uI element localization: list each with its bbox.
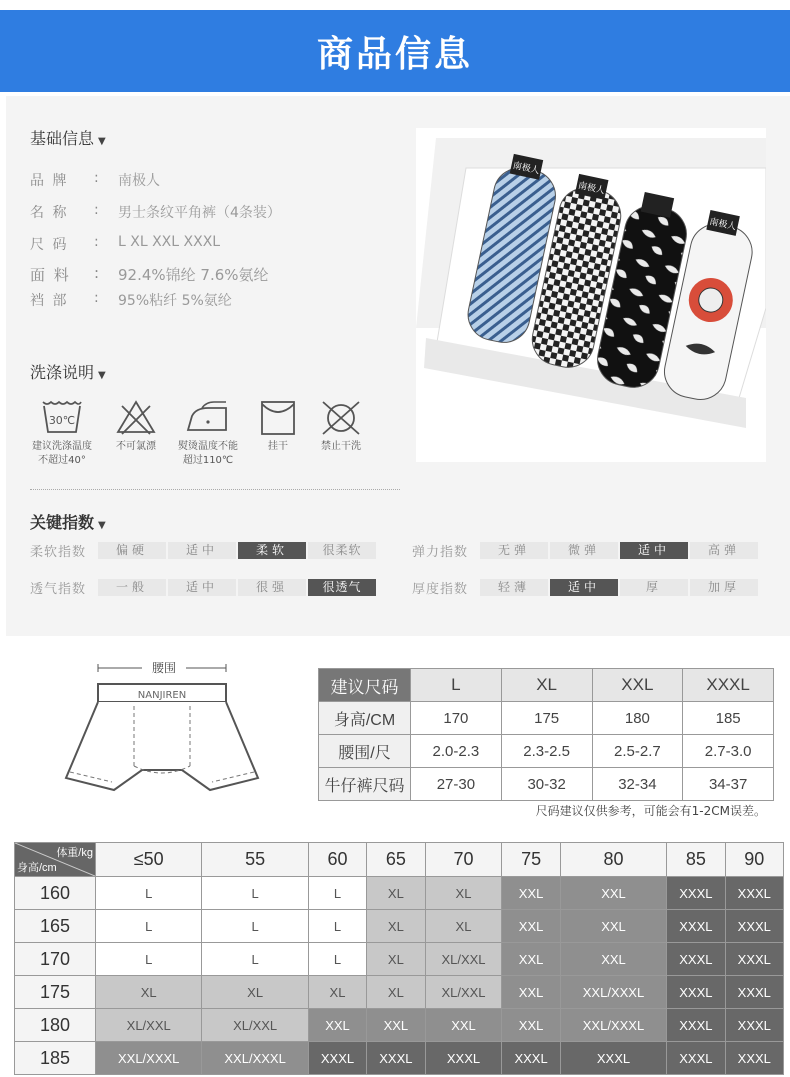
table-row [15,1009,784,1042]
table-row-header: 160 [15,877,96,910]
index-option: 一般 [98,579,166,596]
table-header-cell: 60 [308,843,366,877]
table-cell: L [96,943,202,976]
table-header-cell: XXXL [683,669,774,702]
table-cell: 2.7-3.0 [683,735,774,768]
divider [30,489,400,490]
index-option: 适中 [168,542,236,559]
care-item-wash [22,398,102,468]
attr-name: 名 称 : 男士条纹平角裤（4条装） [30,202,281,221]
table-row [15,943,784,976]
table-cell: 185 [683,702,774,735]
index-option: 厚 [620,579,688,596]
table-cell: XXXL [725,943,783,976]
table-cell: XXXL [367,1042,425,1075]
table-header-cell: 80 [560,843,666,877]
table-header-cell: ≤50 [96,843,202,877]
index-row-thickness [412,578,760,597]
index-option: 微弹 [550,542,618,559]
index-row-softness [30,541,378,560]
page-title: 商品信息 [316,33,473,75]
attr-brand: 品 牌 : 南极人 [30,170,160,189]
table-header-cell: 55 [202,843,308,877]
table-cell: XL [367,976,425,1009]
table-header-cell: 65 [367,843,425,877]
table-row-header: 180 [15,1009,96,1042]
index-name: 柔软指数 [30,545,87,560]
table-cell: 30-32 [501,768,592,801]
table-cell: L [202,910,308,943]
no-bleach-icon [114,398,158,438]
table-cell: L [96,910,202,943]
table-cell: XXXL [725,910,783,943]
index-option: 偏硬 [98,542,166,559]
table-cell: 32-34 [592,768,683,801]
table-cell: XXXL [667,976,725,1009]
brand-label: NANJIREN [137,690,187,701]
index-option-selected: 柔软 [238,542,306,559]
table-header-cell: XL [501,669,592,702]
index-name: 厚度指数 [412,582,469,597]
header-banner [0,10,790,92]
table-cell: 27-30 [411,768,502,801]
caret-down-icon: ▼ [98,520,106,531]
table-cell: 2.5-2.7 [592,735,683,768]
table-cell: L [202,877,308,910]
table-header-cell: 建议尺码 [319,669,411,702]
index-option: 很强 [238,579,306,596]
index-option: 加厚 [690,579,758,596]
table-cell: XXL/XXXL [96,1042,202,1075]
wash-30-icon [40,398,84,438]
table-cell: XXL [502,1009,560,1042]
table-header-cell: 70 [425,843,502,877]
index-row-breathability [30,578,378,597]
tag-label: 南极人 [577,181,606,197]
iron-icon [184,398,232,438]
tag-label: 南极人 [511,161,541,177]
table-cell: XXXL [667,1042,725,1075]
index-option: 高弹 [690,542,758,559]
table-row [15,976,784,1009]
care-item-bleach [96,398,176,454]
table-cell: XL [367,910,425,943]
index-name: 透气指数 [30,582,87,597]
index-name: 弹力指数 [412,545,469,560]
table-cell: XL/XXL [425,943,502,976]
attr-key: 品 牌 [30,173,69,189]
table-row-header: 175 [15,976,96,1009]
table-cell: XXL [425,1009,502,1042]
table-cell: XXXL [425,1042,502,1075]
table-row [319,735,774,768]
index-option-selected: 适中 [620,542,688,559]
corner-weight-label: 体重/kg [56,847,93,859]
table-cell: L [308,877,366,910]
table-cell: XXXL [725,976,783,1009]
corner-height-label: 身高/cm [17,862,57,874]
table-header-cell: XXL [592,669,683,702]
care-title [30,360,106,383]
key-index-title [30,510,106,533]
table-header-cell: 90 [725,843,783,877]
attr-value: 92.4%锦纶 7.6%氨纶 [118,266,269,284]
care-item-dryclean [301,398,381,454]
table-cell: XXL [367,1009,425,1042]
care-label-dryclean: 禁止干洗 [321,441,361,452]
table-row [15,877,784,910]
attr-key: 面 料 [30,266,71,284]
waist-label: 腰围 [151,661,177,675]
table-cell: XXXL [308,1042,366,1075]
size-note: 尺码建议仅供参考，可能会有1-2CM误差。 [535,804,766,818]
table-cell: XXL [560,910,666,943]
table-cell: XXL/XXXL [202,1042,308,1075]
table-cell: 2.0-2.3 [411,735,502,768]
care-label-bleach: 不可氯漂 [116,441,156,452]
attr-key: 名 称 [30,205,69,221]
table-corner-cell [15,843,96,877]
index-option: 很柔软 [308,542,376,559]
key-index-label: 关键指数 [30,513,95,532]
basic-info-title [30,126,106,149]
table-cell: XL [96,976,202,1009]
size-recommendation-table [318,668,774,801]
table-header-cell: 85 [667,843,725,877]
table-cell: XL [425,910,502,943]
table-row [319,768,774,801]
table-cell: XL [367,877,425,910]
table-cell: 2.3-2.5 [501,735,592,768]
table-header-cell: L [411,669,502,702]
weight-height-size-table [14,842,784,1075]
table-cell: XXL [502,943,560,976]
table-cell: XXXL [502,1042,560,1075]
table-cell: L [202,943,308,976]
table-cell: XXXL [725,1042,783,1075]
table-cell: XXL [560,943,666,976]
hang-dry-icon [256,398,300,438]
table-row [15,1042,784,1075]
index-option: 适中 [168,579,236,596]
attr-value: 95%粘纤 5%氨纶 [118,293,232,309]
table-cell: XXXL [667,943,725,976]
care-label-iron: 熨烫温度不能 超过110℃ [178,441,238,466]
table-cell: XL [425,877,502,910]
table-cell: XXL [502,910,560,943]
table-cell: XXL/XXXL [560,1009,666,1042]
table-row [319,702,774,735]
table-cell: XXXL [725,1009,783,1042]
table-header-row [15,843,784,877]
care-item-iron [168,398,248,468]
table-cell: XL [367,943,425,976]
table-cell: 170 [411,702,502,735]
table-row-header: 165 [15,910,96,943]
table-cell: XXL/XXXL [560,976,666,1009]
index-option-selected: 很透气 [308,579,376,596]
index-row-elasticity [412,541,760,560]
table-cell: 34-37 [683,768,774,801]
attr-key: 裆 部 [30,293,69,309]
table-cell: L [308,910,366,943]
attr-crotch: 裆 部 : 95%粘纤 5%氨纶 [30,290,232,309]
table-cell: 腰围/尺 [319,735,411,768]
care-label: 洗涤说明 [30,363,95,382]
table-cell: 身高/CM [319,702,411,735]
table-header-cell: 75 [502,843,560,877]
basic-info-label: 基础信息 [30,129,95,148]
table-cell: XXXL [667,1009,725,1042]
table-cell: 180 [592,702,683,735]
info-panel [6,96,790,636]
care-label-wash: 建议洗涤温度 不超过40° [32,441,92,466]
table-cell: XXL [560,877,666,910]
table-cell: XXXL [667,877,725,910]
caret-down-icon: ▼ [98,370,106,381]
table-cell: XXL [502,976,560,1009]
product-image [416,128,766,462]
index-option: 轻薄 [480,579,548,596]
attr-size: 尺 码 : L XL XXL XXXL [30,234,221,253]
table-row [15,910,784,943]
attr-value: 南极人 [118,173,160,189]
table-row-header: 170 [15,943,96,976]
table-cell: XXL [308,1009,366,1042]
attr-fabric: 面 料 : 92.4%锦纶 7.6%氨纶 [30,264,269,284]
waist-diagram [56,656,282,816]
table-cell: XXL [502,877,560,910]
table-cell: XXXL [667,910,725,943]
table-cell: XL/XXL [96,1009,202,1042]
table-cell: L [96,877,202,910]
table-row-header: 185 [15,1042,96,1075]
index-option-selected: 适中 [550,579,618,596]
no-dry-clean-icon [317,398,365,438]
table-cell: 牛仔裤尺码 [319,768,411,801]
table-cell: 175 [501,702,592,735]
caret-down-icon: ▼ [98,136,106,147]
tag-label: 南极人 [708,217,737,233]
attr-key: 尺 码 [30,237,69,253]
index-option: 无弹 [480,542,548,559]
attr-value: L XL XXL XXXL [118,234,221,250]
table-cell: XXXL [725,877,783,910]
table-cell: XL/XXL [202,1009,308,1042]
table-cell: XL [308,976,366,1009]
attr-value: 男士条纹平角裤（4条装） [118,205,281,221]
wash-temp-text: 30℃ [48,414,76,427]
table-cell: L [308,943,366,976]
table-header-row [319,669,774,702]
table-cell: XL/XXL [425,976,502,1009]
table-cell: XXXL [560,1042,666,1075]
care-label-hang: 挂干 [268,441,288,452]
table-cell: XL [202,976,308,1009]
